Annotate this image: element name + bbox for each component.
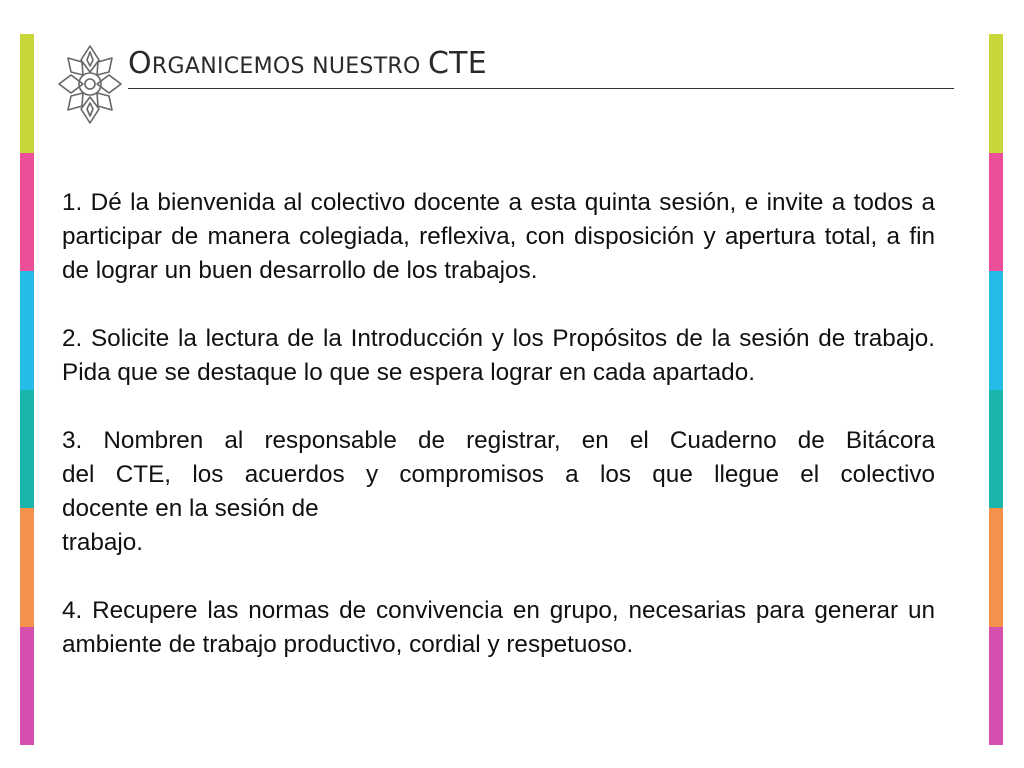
paragraph-2: 2. Solicite la lectura de la Introducción y los Propósitos de la sesión de trabajo. Pida que se destaque lo que se espera lograr en cada apartado. <box>62 325 935 386</box>
bar-segment-orange <box>20 508 34 627</box>
paragraph-3 <box>62 424 935 560</box>
bar-segment-pink <box>989 153 1003 272</box>
title-cte: CTE <box>427 46 488 81</box>
bar-segment-magenta <box>989 627 1003 746</box>
mandala-logo-icon <box>55 42 125 127</box>
paragraph-3-line-1: 3. Nombren al responsable de registrar, en el Cuaderno de Bitácora <box>62 427 935 454</box>
paragraph-4: 4. Recupere las normas de convivencia en grupo, necesarias para generar un ambiente de trabajo productivo, cordial y respetuoso. <box>62 597 935 658</box>
left-color-bar <box>20 34 34 745</box>
paragraph-3-line-2: del CTE, los acuerdos y compromisos a los que llegue el colectivo <box>62 461 935 488</box>
bar-segment-teal <box>989 390 1003 509</box>
title-underline <box>128 88 954 89</box>
paragraph-3-line-3: docente en la sesión de <box>62 495 319 522</box>
page-title <box>128 46 487 85</box>
bar-segment-blue <box>20 271 34 390</box>
bar-segment-orange <box>989 508 1003 627</box>
bar-segment-blue <box>989 271 1003 390</box>
title-initial: O <box>128 46 152 81</box>
bar-segment-teal <box>20 390 34 509</box>
paragraph-3-line-4: trabajo. <box>62 529 144 556</box>
title-smallcaps: RGANICEMOS NUESTRO <box>151 54 428 79</box>
right-color-bar <box>989 34 1003 745</box>
bar-segment-pink <box>20 153 34 272</box>
bar-segment-magenta <box>20 627 34 746</box>
instructions-body <box>62 186 935 696</box>
bar-segment-lime <box>20 34 34 153</box>
paragraph-1: 1. Dé la bienvenida al colectivo docente a esta quinta sesión, e invite a todos a participar de manera colegiada, reflexiva, con disposición y apertura total, a fin de lograr un buen desarrollo de los trabajos. <box>62 189 935 284</box>
bar-segment-lime <box>989 34 1003 153</box>
